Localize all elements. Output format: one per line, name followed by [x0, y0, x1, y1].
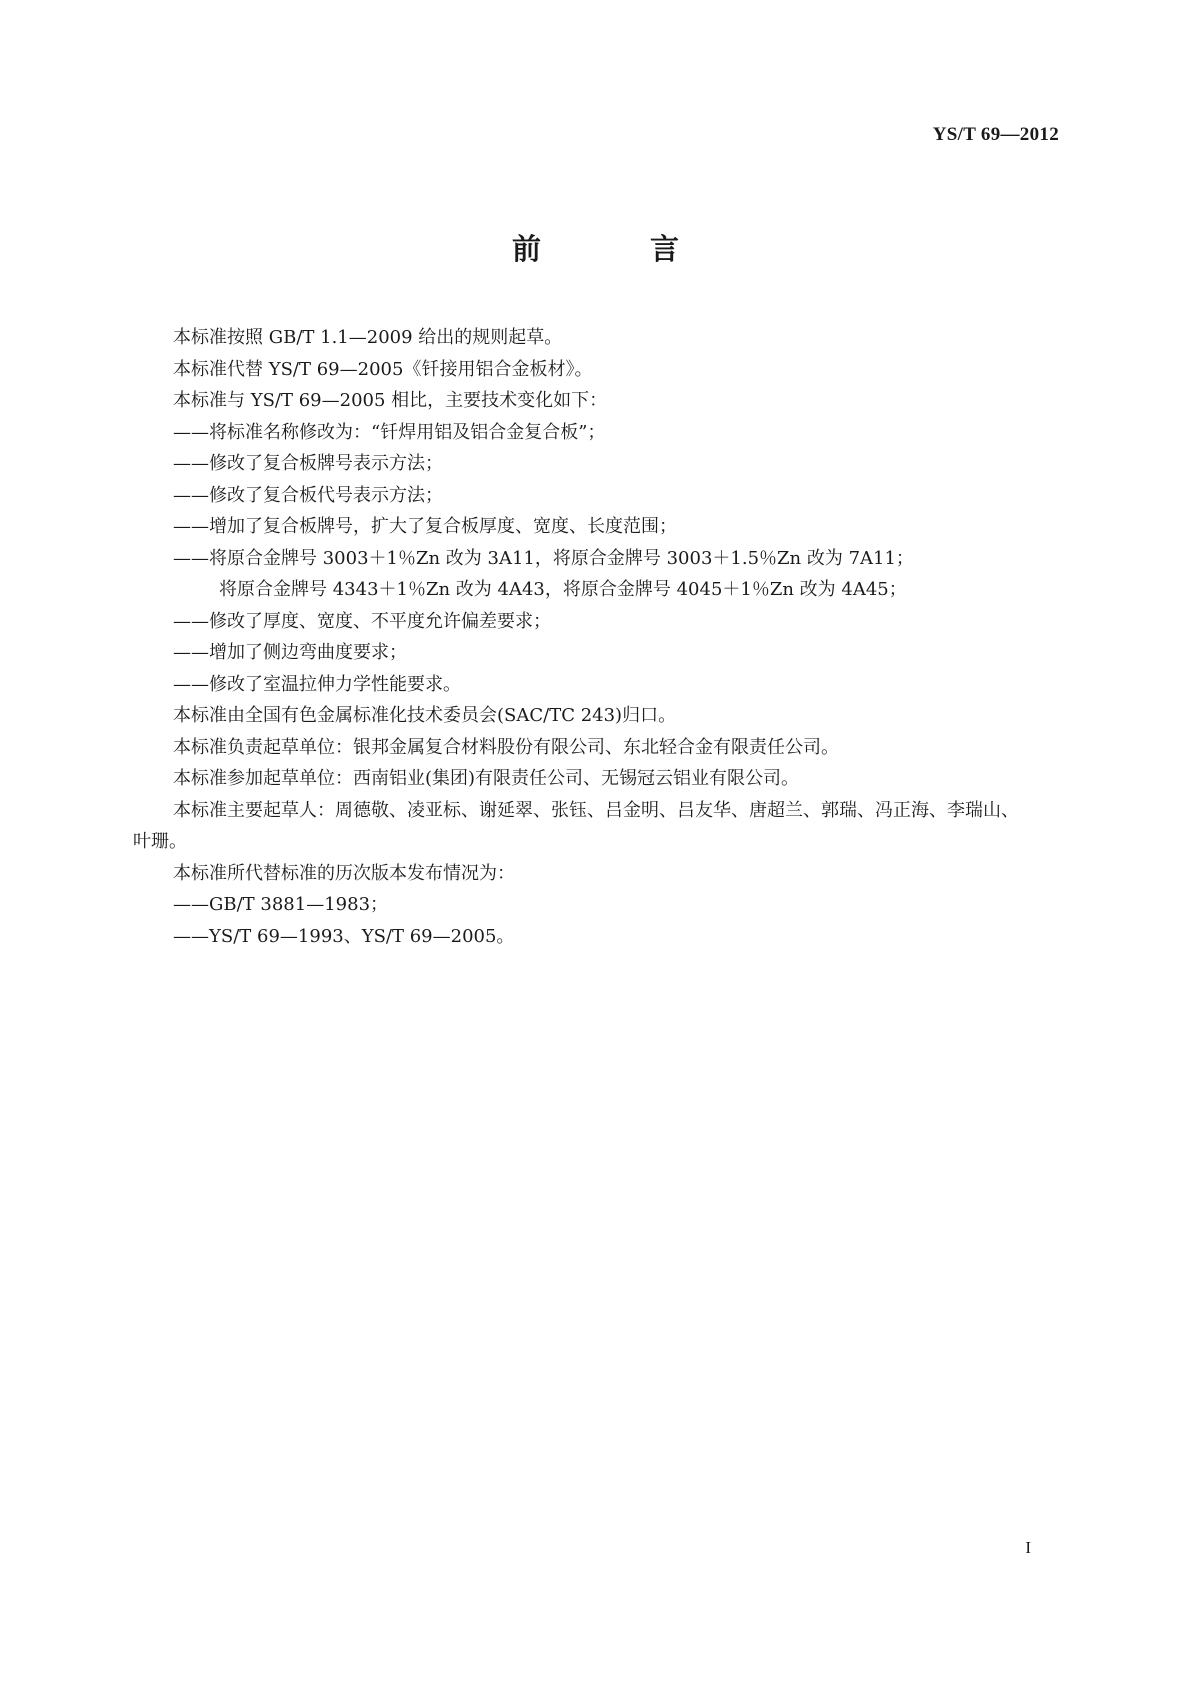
standard-code-header: YS/T 69—2012: [932, 124, 1059, 145]
change-item: ——修改了复合板牌号表示方法；: [173, 453, 443, 474]
change-item-continuation: 将原合金牌号 4343＋1％Zn 改为 4A43，将原合金牌号 4045＋1％Zn 改为 4A45；: [219, 579, 907, 600]
version-history-item: ——GB/T 3881—1983；: [173, 894, 389, 915]
change-item: ——增加了复合板牌号，扩大了复合板厚度、宽度、长度范围；: [173, 516, 677, 537]
paragraph-participating-drafters: 本标准参加起草单位：西南铝业(集团)有限责任公司、无锡冠云铝业有限公司。: [173, 768, 800, 789]
change-item: ——修改了室温拉伸力学性能要求。: [173, 673, 461, 695]
paragraph-responsible-committee: 本标准由全国有色金属标准化技术委员会(SAC/TC 243)归口。: [173, 705, 677, 726]
change-item: ——修改了复合板代号表示方法；: [173, 484, 443, 506]
preface-body: [133, 322, 1073, 952]
document-title: 前 言: [511, 232, 719, 266]
page-number: I: [1025, 1538, 1031, 1557]
paragraph-lead-drafters: 本标准负责起草单位：银邦金属复合材料股份有限公司、东北轻合金有限责任公司。: [173, 736, 839, 758]
paragraph-changes-intro: 本标准与 YS/T 69—2005 相比，主要技术变化如下：: [173, 390, 608, 411]
paragraph-drafting-rules: 本标准按照 GB/T 1.1—2009 给出的规则起草。: [173, 327, 563, 348]
paragraph-main-drafters: 本标准主要起草人：周德敬、凌亚标、谢延翠、张钰、吕金明、吕友华、唐超兰、郭瑞、冯正海、李瑞山、: [173, 799, 1019, 821]
change-item: ——将原合金牌号 3003＋1％Zn 改为 3A11，将原合金牌号 3003＋1.5％Zn 改为 7A11；: [173, 547, 914, 569]
paragraph-main-drafters-continued: 叶珊。: [133, 831, 187, 852]
paragraph-replaces: 本标准代替 YS/T 69—2005《钎接用铝合金板材》。: [173, 358, 593, 380]
paragraph-version-history-intro: 本标准所代替标准的历次版本发布情况为：: [173, 862, 515, 884]
change-item: ——修改了厚度、宽度、不平度允许偏差要求；: [173, 610, 551, 632]
version-history-item: ——YS/T 69—1993、YS/T 69—2005。: [173, 925, 515, 947]
change-item: ——增加了侧边弯曲度要求；: [173, 642, 407, 663]
change-item: ——将标准名称修改为：“钎焊用铝及铝合金复合板”；: [173, 421, 606, 443]
